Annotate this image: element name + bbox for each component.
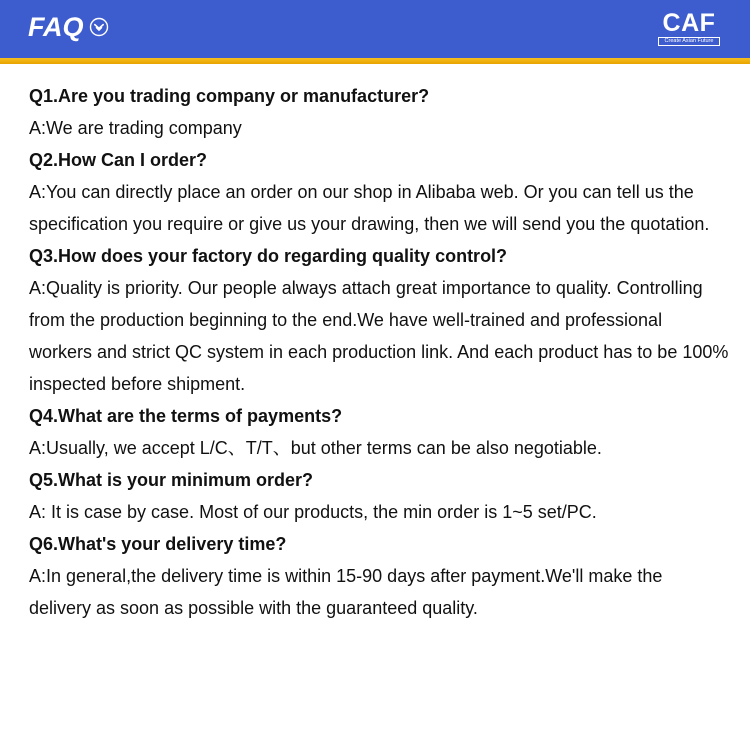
faq-answer-3: A:Quality is priority. Our people always attach great importance to quality. Controlling from the production beginning to the end.We have well-trained and professional workers and strict QC system in each production link. And each product has to be 100% inspected before shipment.: [29, 278, 729, 394]
faq-question-2: Q2.How Can I order?: [29, 150, 208, 170]
header-banner: [0, 0, 750, 58]
chevron-down-circle-icon[interactable]: [89, 17, 109, 37]
faq-list: [29, 80, 729, 624]
faq-answer-1: A:We are trading company: [29, 118, 242, 138]
faq-answer-2: A:You can directly place an order on our shop in Alibaba web. Or you can tell us the specification you require or give us your drawing, then we will send you the quotation.: [29, 182, 710, 234]
faq-question-6: Q6.What's your delivery time?: [29, 534, 287, 554]
faq-answer-4: A:Usually, we accept L/C、T/T、but other terms can be also negotiable.: [29, 438, 602, 458]
faq-question-4: Q4.What are the terms of payments?: [29, 406, 343, 426]
logo-tagline: Create Asian Future: [658, 37, 720, 46]
page-title: FAQ: [28, 12, 84, 42]
faq-answer-6: A:In general,the delivery time is within 15-90 days after payment.We'll make the delivery as soon as possible with the guaranteed quality.: [29, 566, 663, 618]
faq-question-1: Q1.Are you trading company or manufacturer?: [29, 86, 430, 106]
faq-answer-5: A: It is case by case. Most of our products, the min order is 1~5 set/PC.: [29, 502, 597, 522]
header-stripe: [0, 58, 750, 64]
faq-question-5: Q5.What is your minimum order?: [29, 470, 314, 490]
caf-logo: [657, 8, 721, 48]
faq-question-3: Q3.How does your factory do regarding quality control?: [29, 246, 508, 266]
logo-text: CAF: [662, 9, 716, 37]
